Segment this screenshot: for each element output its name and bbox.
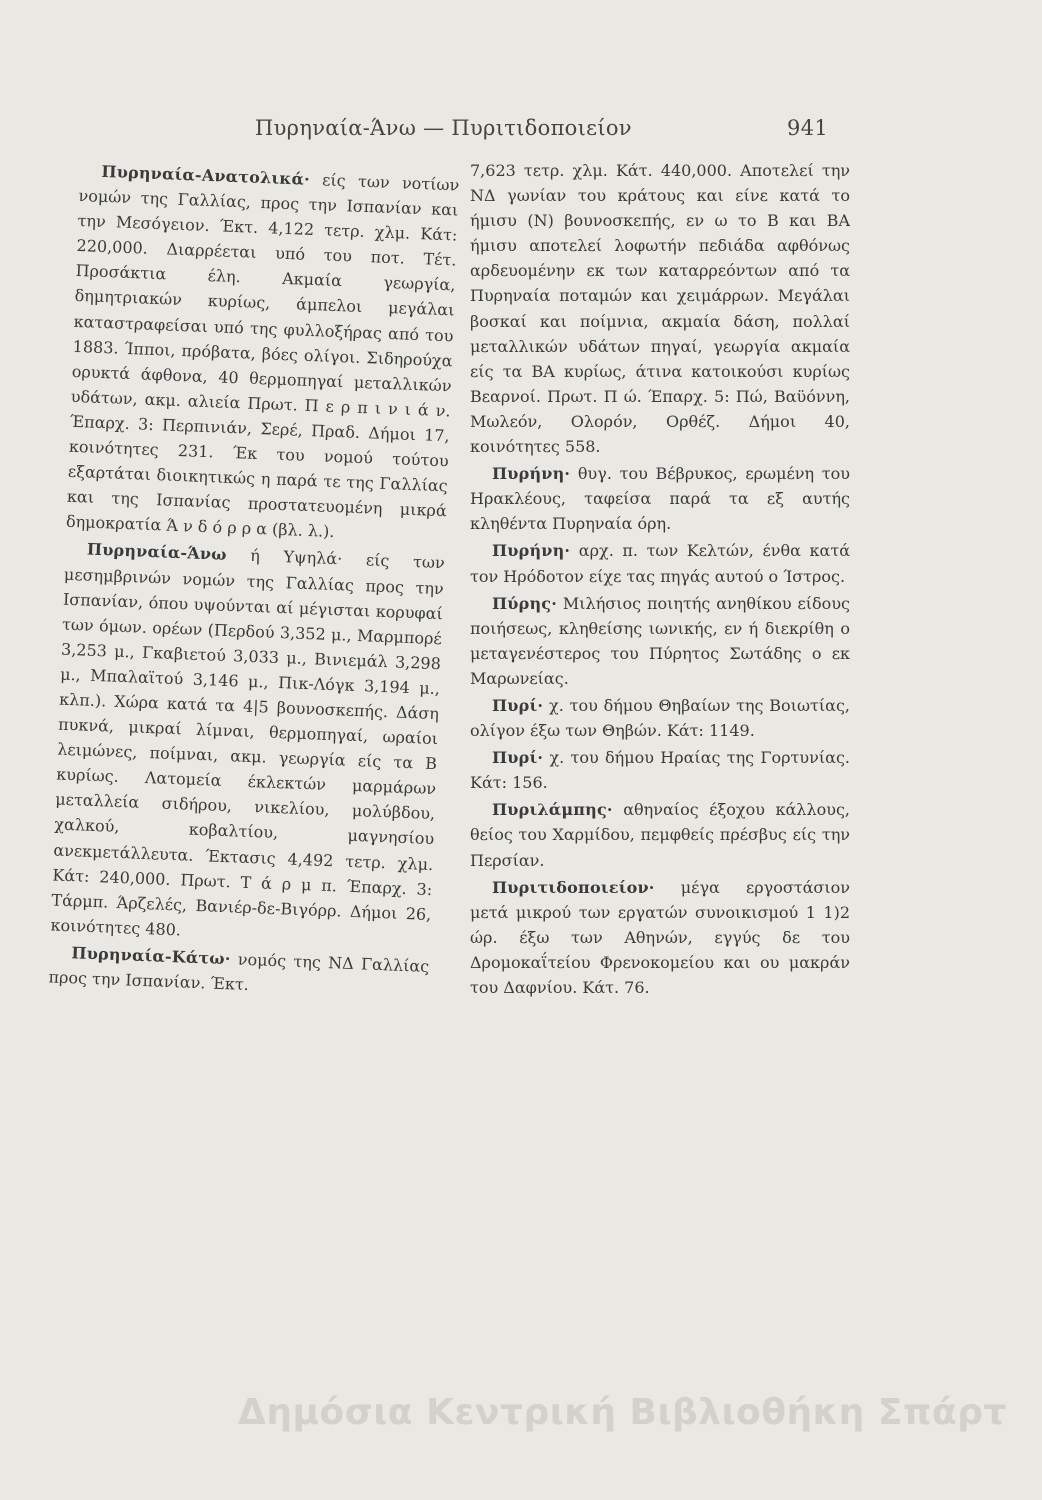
entry-text: χ. του δήμου Θηβαίων της Βοιωτίας, ολίγον έξω των Θηβών. Κάτ: 1149.	[470, 695, 850, 741]
entry-pyri-heraia	[470, 745, 850, 795]
entry-pyrene-city	[470, 538, 850, 588]
header-title: Πυρηναία-Άνω — Πυριτιδοποιείον	[255, 116, 632, 140]
entry-headword: Πυρηναία-Κάτω·	[71, 943, 231, 969]
entry-text: μέγα εργοστάσιον μετά μικρού των εργατών συνοικισμού 1 1)2 ώρ. έξω των Αθηνών, εγγύς δε του Δρομοκαΐτείου Φρενοκομείου και ου μακράν του Δαφνίου. Κάτ. 76.	[470, 877, 850, 997]
entry-headword: Πυρηναία-Ανατολικά·	[101, 161, 311, 189]
entry-headword: Πυρηναία-Άνω	[86, 539, 227, 565]
right-column	[470, 158, 850, 1002]
entry-headword: Πυριλάμπης·	[492, 800, 613, 820]
library-watermark: Δημόσια Κεντρική Βιβλιοθήκη Σπάρτ	[238, 1392, 1007, 1433]
entry-text: ή Υψηλά· είς των μεσημβρινών νομών της Γαλλίας προς την Ισπανίαν, όπου υψούνται αί μέγισται κορυφαί των όμων. ορέων (Περδού 3,352 μ., Μαρμπορέ 3,253 μ., Γκαβιετού 3,033 μ., Βινιεμάλ 3,298 μ., Μπαλαϊτού 3,146 μ., Πικ-Λόγκ 3,194 μ., κλπ.). Χώρα κατά τα 4|5 βουνοσκεπής. Δάση πυκνά, μικραί λίμναι, θερμοπηγαί, ωραίοι λειμώνες, ποίμναι, ακμ. γεωργία είς τα Β κυρίως. Λατομεία έκλεκτών μαρμάρων μεταλλεία σιδήρου, νικελίου, μολύβδου, χαλκού, κοβαλτίου, μαγνησίου ανεκμετάλλευτα. Έκτασις 4,492 τετρ. χλμ. Κάτ: 240,000. Πρωτ. Τ ά ρ μ π. Έπαρχ. 3: Τάρμπ. Άρζελές, Βανιέρ-δε-Βιγόρρ. Δήμοι 26, κοινότητες 480.	[50, 546, 446, 940]
entry-text: Μιλήσιος ποιητής ανηθίκου είδους ποιήσεως, κληθείσης ιωνικής, εν ή διεκρίθη ο μεταγενέστερος του Πύρητος Σωτάδης ο εκ Μαρωνείας.	[470, 593, 851, 688]
left-column	[48, 158, 460, 1006]
entry-text: χ. του δήμου Ηραίας της Γορτυνίας. Κάτ: 156.	[470, 748, 850, 793]
entry-hautes-pyrenees	[50, 536, 445, 952]
entry-text: αρχ. π. των Κελτών, ένθα κατά τον Ηρόδοτον είχε τας πηγάς αυτού ο Ίστρος.	[470, 541, 850, 586]
entry-headword: Πυριτιδοποιείον·	[492, 877, 655, 897]
entry-pyres	[470, 591, 850, 691]
entry-headword: Πυρήνη·	[492, 464, 571, 484]
page-number: 941	[787, 116, 828, 140]
entry-pyritidopoieion	[470, 875, 850, 1000]
entry-text: 7,623 τετρ. χλμ. Κάτ. 440,000. Αποτελεί την ΝΔ γωνίαν του κράτους και είνε κατά το ήμισυ (Ν) βουνοσκεπής, εν ω το Β και ΒΑ ήμισυ αποτελεί λοφωτήν πεδιάδα αφθόνως αρδευομένην εκ των καταρρεόντων από τα Πυρηναία ποταμών και χειμάρρων. Μεγάλαι βοσκαί και ποίμνια, ακμαία δάση, πολλαί μεταλλικών υδάτων πηγαί, γεωργία ακμαία είς τα ΒΑ κυρίως, άτινα κατοικούσι κυρίως Βεαρνοί. Πρωτ. Π ώ. Έπαρχ. 5: Πώ, Βαϋόννη, Μωλεόν, Ολορόν, Ορθέζ. Δήμοι 40, κοινότητες 558.	[470, 161, 850, 457]
entry-headword: Πυρήνη·	[492, 541, 571, 561]
entry-text: είς των νοτίων νομών της Γαλλίας, προς την Ισπανίαν και την Μεσόγειον. Έκτ. 4,122 τετρ. χλμ. Κάτ: 220,000. Διαρρέεται υπό του ποτ. Τέτ. Προσάκτια έλη. Ακμαία γεωργία, δημητριακών κυρίως, άμπελοι μεγάλαι καταστραφείσαι υπό της φυλλοξήρας από του 1883. Ίπποι, πρόβατα, βόες ολίγοι. Σιδηρούχα ορυκτά άφθονα, 40 θερμοπηγαί μεταλλικών υδάτων, ακμ. αλιεία Πρωτ. Π ε ρ π ι ν ι ά ν. Έπαρχ. 3: Περπινιάν, Σερέ, Πραδ. Δήμοι 17, κοινότητες 231. Έκ του νομού τούτου εξαρτάται διοικητικώς η παρά τε της Γαλλίας και της Ισπανίας προστατευομένη μικρά δημοκρατία Ά ν δ ό ρ ρ α (βλ. λ.).	[65, 170, 460, 542]
entry-text: νομός της ΝΔ Γαλλίας προς την Ισπανίαν. Έκτ.	[48, 949, 430, 995]
entry-headword: Πυρί·	[492, 748, 544, 768]
entry-pyri-thebes	[470, 693, 850, 743]
entry-text: αθηναίος έξοχου κάλλους, θείος του Χαρμίδου, πεμφθείς πρέσβυς είς την Περσίαν.	[470, 800, 850, 870]
entry-pyrenees-orientales	[66, 158, 460, 549]
entry-pyrilampes	[470, 797, 850, 872]
entry-headword: Πυρί·	[492, 695, 544, 715]
entry-pyrene-daughter	[470, 461, 850, 536]
entry-continuation	[470, 158, 850, 459]
entry-headword: Πύρης·	[492, 593, 557, 613]
entry-text: θυγ. του Βέβρυκος, ερωμένη του Ηρακλέους, ταφείσα παρά τα εξ αυτής κληθέντα Πυρηναία όρη.	[470, 464, 850, 534]
